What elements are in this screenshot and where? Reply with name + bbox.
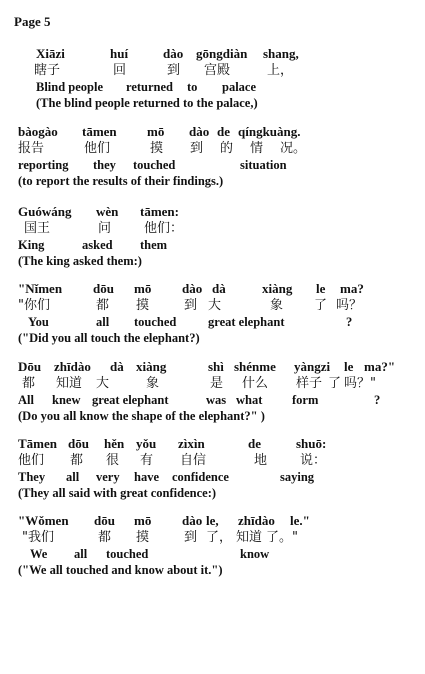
hanzi-word: 什么 <box>242 376 269 391</box>
pinyin-word: xiàng <box>262 281 293 296</box>
translation-line <box>0 330 425 346</box>
hanzi-word: 说： <box>300 453 327 468</box>
pinyin-word: "Nǐmen <box>18 281 63 296</box>
pinyin-word: tāmen: <box>140 204 179 219</box>
pinyin-line <box>0 359 425 375</box>
pinyin-word: shuō: <box>296 436 327 451</box>
gloss-line <box>0 314 425 330</box>
gloss-word: was <box>206 393 227 407</box>
pinyin-word: zìxìn <box>178 436 205 451</box>
gloss-word: to <box>187 80 198 94</box>
hanzi-line <box>0 453 425 469</box>
hanzi-word: 了。" <box>266 530 298 545</box>
gloss-line <box>0 157 425 173</box>
hanzi-line <box>0 298 425 314</box>
hanzi-word: 的 <box>220 141 234 156</box>
pinyin-word: le, <box>206 513 219 528</box>
pinyin-word: zhīdào <box>238 513 275 528</box>
hanzi-word: 吗？ <box>336 298 363 313</box>
hanzi-word: 摸 <box>136 298 150 313</box>
gloss-word: knew <box>52 393 81 407</box>
pinyin-word: dōu <box>93 281 114 296</box>
hanzi-line <box>0 376 425 392</box>
translation-text: ("We all touched and know about it.") <box>18 563 223 577</box>
hanzi-word: 都 <box>70 453 84 468</box>
hanzi-word: 他们 <box>84 141 111 156</box>
pinyin-word: xiàng <box>136 359 167 374</box>
pinyin-word: yàngzi <box>294 359 331 374</box>
pinyin-word: mō <box>134 513 152 528</box>
hanzi-word: 回 <box>113 63 127 78</box>
hanzi-word: 地 <box>254 453 268 468</box>
hanzi-word: 到 <box>184 298 198 313</box>
gloss-word: situation <box>240 158 287 172</box>
gloss-word: You <box>28 315 49 329</box>
pinyin-word: ma?" <box>364 359 396 374</box>
translation-text: (The king asked them:) <box>18 254 142 268</box>
translation-line <box>0 408 425 424</box>
gloss-word: they <box>93 158 116 172</box>
gloss-word: all <box>74 547 88 561</box>
hanzi-line <box>0 63 425 79</box>
pinyin-word: dōu <box>68 436 89 451</box>
hanzi-word: 到 <box>190 141 204 156</box>
gloss-word: touched <box>134 315 177 329</box>
gloss-word: confidence <box>172 470 229 484</box>
gloss-word: returned <box>126 80 173 94</box>
gloss-word: them <box>140 238 168 252</box>
hanzi-word: 样子 <box>296 376 323 391</box>
hanzi-word: 问 <box>98 221 112 236</box>
gloss-word: all <box>66 470 80 484</box>
hanzi-line <box>0 530 425 546</box>
pinyin-word: mō <box>134 281 152 296</box>
pinyin-word: "Wǒmen <box>18 513 69 528</box>
hanzi-word: "我们 <box>22 530 54 545</box>
hanzi-word: 有 <box>140 453 154 468</box>
gloss-line <box>0 79 425 95</box>
gloss-word: reporting <box>18 158 69 172</box>
pinyin-word: yǒu <box>136 436 157 451</box>
pinyin-word: Dōu <box>18 359 42 374</box>
hanzi-word: 了 <box>328 376 342 391</box>
hanzi-word: 象 <box>270 298 284 313</box>
translation-text: (They all said with great confidence:) <box>18 486 217 500</box>
hanzi-word: 他们 <box>18 453 45 468</box>
page-number: Page 5 <box>14 14 51 29</box>
hanzi-word: 是 <box>210 376 224 391</box>
pinyin-word: dào <box>182 281 203 296</box>
pinyin-word: wèn <box>96 204 119 219</box>
pinyin-word: shì <box>208 359 224 374</box>
pinyin-word: dào <box>163 46 184 61</box>
gloss-line <box>0 469 425 485</box>
pinyin-line <box>0 513 425 529</box>
pinyin-word: dà <box>212 281 226 296</box>
hanzi-word: 了 <box>314 298 328 313</box>
gloss-word: They <box>18 470 46 484</box>
hanzi-word: 到 <box>167 63 181 78</box>
gloss-word: We <box>30 547 48 561</box>
pinyin-word: dào <box>182 513 203 528</box>
hanzi-line <box>0 141 425 157</box>
pinyin-word: Guówáng <box>18 204 72 219</box>
hanzi-word: 了， <box>206 530 233 545</box>
gloss-word: have <box>134 470 159 484</box>
hanzi-word: 自信 <box>180 453 207 468</box>
gloss-word: All <box>18 393 34 407</box>
pinyin-line <box>0 124 425 140</box>
gloss-word: form <box>292 393 319 407</box>
hanzi-word: 都 <box>22 376 36 391</box>
pinyin-word: ma? <box>340 281 364 296</box>
translation-text: (The blind people returned to the palace,) <box>36 96 258 110</box>
hanzi-word: 摸 <box>150 141 164 156</box>
gloss-word: saying <box>280 470 315 484</box>
hanzi-word: 他们： <box>144 221 184 236</box>
hanzi-word: 象 <box>146 376 160 391</box>
hanzi-word: 瞎子 <box>34 63 61 78</box>
hanzi-word: 国王 <box>24 221 51 236</box>
pinyin-line <box>0 46 425 62</box>
hanzi-word: 都 <box>96 298 110 313</box>
hanzi-word: 知道 <box>56 376 83 391</box>
gloss-line <box>0 392 425 408</box>
pinyin-word: dà <box>110 359 124 374</box>
gloss-word: touched <box>133 158 176 172</box>
pinyin-word: dào <box>189 124 210 139</box>
hanzi-word: 吗？" <box>344 376 376 391</box>
pinyin-word: de <box>217 124 230 139</box>
pinyin-line <box>0 436 425 452</box>
hanzi-line <box>0 221 425 237</box>
pinyin-word: gōngdiàn <box>196 46 248 61</box>
hanzi-word: 情 <box>250 141 264 156</box>
hanzi-word: 知道 <box>236 530 263 545</box>
pinyin-word: zhīdào <box>54 359 91 374</box>
translation-text: (to report the results of their findings.) <box>18 174 224 188</box>
translation-line <box>0 485 425 501</box>
gloss-word: know <box>240 547 270 561</box>
pinyin-word: shénme <box>234 359 276 374</box>
gloss-word: touched <box>106 547 149 561</box>
pinyin-word: Tāmen <box>18 436 57 451</box>
gloss-word: all <box>96 315 110 329</box>
hanzi-word: 宫殿 <box>204 63 231 78</box>
pinyin-word: bàogào <box>18 124 58 139</box>
gloss-word: King <box>18 238 45 252</box>
gloss-word: ? <box>346 315 353 329</box>
translation-line <box>0 95 425 111</box>
hanzi-word: 都 <box>98 530 112 545</box>
gloss-word: Blind people <box>36 80 104 94</box>
hanzi-word: 报告 <box>18 141 45 156</box>
pinyin-line <box>0 281 425 297</box>
translation-line <box>0 562 425 578</box>
pinyin-word: le <box>316 281 326 296</box>
pinyin-word: qíngkuàng. <box>238 124 301 139</box>
pinyin-word: mō <box>147 124 165 139</box>
hanzi-word: 大 <box>208 298 222 313</box>
gloss-word: asked <box>82 238 113 252</box>
pinyin-word: hěn <box>104 436 125 451</box>
gloss-word: great elephant <box>92 393 169 407</box>
gloss-word: palace <box>222 80 257 94</box>
pinyin-word: dōu <box>94 513 115 528</box>
gloss-line <box>0 237 425 253</box>
hanzi-word: 到 <box>184 530 198 545</box>
gloss-word: great elephant <box>208 315 285 329</box>
pinyin-word: le." <box>290 513 310 528</box>
translation-text: ("Did you all touch the elephant?) <box>18 331 200 345</box>
translation-line <box>0 253 425 269</box>
translation-line <box>0 173 425 189</box>
pinyin-line <box>0 204 425 220</box>
pinyin-word: huí <box>110 46 129 61</box>
hanzi-word: 大 <box>96 376 110 391</box>
hanzi-word: 摸 <box>136 530 150 545</box>
pinyin-word: le <box>344 359 354 374</box>
hanzi-word: 上， <box>267 63 294 78</box>
gloss-word: very <box>96 470 120 484</box>
gloss-word: ? <box>374 393 381 407</box>
hanzi-word: 很 <box>106 453 120 468</box>
gloss-word: what <box>236 393 263 407</box>
pinyin-word: shang, <box>263 46 299 61</box>
pinyin-word: tāmen <box>82 124 117 139</box>
translation-text: (Do you all know the shape of the elephant?" ) <box>18 409 265 423</box>
hanzi-word: "你们 <box>18 298 50 313</box>
gloss-line <box>0 546 425 562</box>
pinyin-word: de <box>248 436 261 451</box>
hanzi-word: 况。 <box>280 141 307 156</box>
pinyin-word: Xiāzi <box>36 46 65 61</box>
